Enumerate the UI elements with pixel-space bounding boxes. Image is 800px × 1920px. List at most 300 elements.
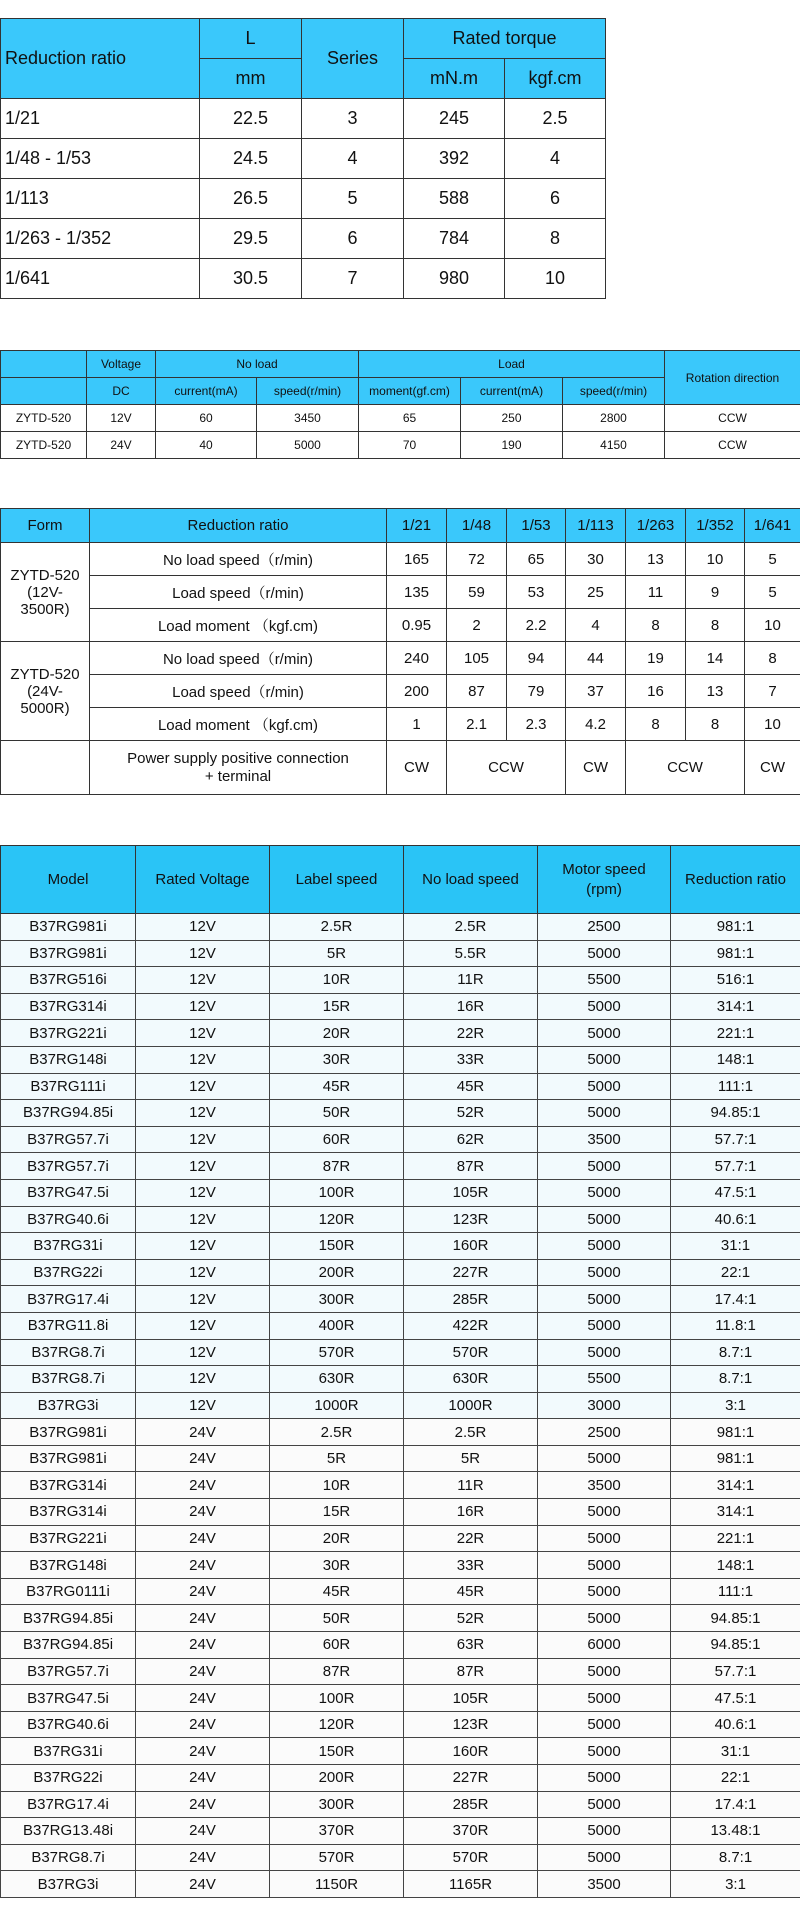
cell-label-speed: 200R: [270, 1259, 404, 1286]
cell-value: 2.3: [507, 708, 566, 741]
table-row: [1, 139, 606, 179]
header-reduction-ratio: Reduction ratio: [1, 19, 200, 99]
cell-label-speed: 150R: [270, 1738, 404, 1765]
cell-rated-voltage: 12V: [136, 967, 270, 994]
cell-direction-label: Power supply positive connection + terminal: [90, 741, 387, 795]
cell-label-speed: 45R: [270, 1578, 404, 1605]
cell-label-speed: 570R: [270, 1844, 404, 1871]
cell-length: 26.5: [200, 179, 302, 219]
cell-model: B37RG3i: [1, 1871, 136, 1898]
cell-reduction-ratio: 981:1: [671, 1445, 800, 1472]
cell-motor-speed: 5000: [538, 1100, 671, 1127]
cell-value: 2: [447, 609, 507, 642]
cell-ratio: 1/263 - 1/352: [1, 219, 200, 259]
cell-motor-speed: 5000: [538, 1658, 671, 1685]
cell-no-load-speed: 227R: [404, 1259, 538, 1286]
header-L: L: [200, 19, 302, 59]
cell-blank: [1, 741, 90, 795]
cell-reduction-ratio: 40.6:1: [671, 1206, 800, 1233]
cell-reduction-ratio: 31:1: [671, 1738, 800, 1765]
cell-value: 13: [686, 675, 745, 708]
reduction-ratio-torque-table: [0, 18, 606, 299]
table-row: [1, 219, 606, 259]
cell-motor-speed: 5000: [538, 1312, 671, 1339]
cell-model: B37RG516i: [1, 967, 136, 994]
header-ratio: 1/21: [387, 509, 447, 543]
cell-torque-mnm: 980: [404, 259, 505, 299]
cell-parameter: Load moment （kgf.cm): [90, 708, 387, 741]
header-ratio: 1/263: [626, 509, 686, 543]
cell-series: 3: [302, 99, 404, 139]
cell-torque-kgfcm: 2.5: [505, 99, 606, 139]
cell-value: 44: [566, 642, 626, 675]
cell-no-load-speed: 16R: [404, 1499, 538, 1526]
cell-no-load-speed: 5000: [257, 432, 359, 459]
header-mNm: mN.m: [404, 59, 505, 99]
table-row: [1, 1738, 800, 1765]
cell-reduction-ratio: 22:1: [671, 1259, 800, 1286]
cell-value: 8: [686, 708, 745, 741]
cell-reduction-ratio: 981:1: [671, 940, 800, 967]
header-no-load: No load: [156, 351, 359, 378]
cell-torque-mnm: 245: [404, 99, 505, 139]
table-row: [1, 642, 800, 675]
cell-rotation-direction: CCW: [665, 432, 800, 459]
cell-no-load-speed: 370R: [404, 1818, 538, 1845]
header-load: Load: [359, 351, 665, 378]
cell-no-load-speed: 285R: [404, 1791, 538, 1818]
cell-motor-speed: 5000: [538, 1206, 671, 1233]
cell-length: 30.5: [200, 259, 302, 299]
table-row: [1, 1791, 800, 1818]
cell-motor-speed: 2500: [538, 914, 671, 941]
cell-no-load-speed: 1165R: [404, 1871, 538, 1898]
table-row: [1, 1658, 800, 1685]
cell-rated-voltage: 12V: [136, 1073, 270, 1100]
cell-value: 135: [387, 576, 447, 609]
cell-value: 72: [447, 543, 507, 576]
cell-no-load-speed: 5.5R: [404, 940, 538, 967]
cell-label-speed: 60R: [270, 1126, 404, 1153]
cell-model: B37RG314i: [1, 1499, 136, 1526]
cell-reduction-ratio: 94.85:1: [671, 1100, 800, 1127]
cell-value: 10: [745, 609, 800, 642]
header-reduction-ratio: Reduction ratio: [90, 509, 387, 543]
cell-model: B37RG13.48i: [1, 1818, 136, 1845]
cell-rated-voltage: 12V: [136, 914, 270, 941]
cell-no-load-speed: 1000R: [404, 1392, 538, 1419]
cell-rated-voltage: 12V: [136, 1392, 270, 1419]
cell-rated-voltage: 24V: [136, 1525, 270, 1552]
cell-label-speed: 87R: [270, 1658, 404, 1685]
header-ratio: 1/48: [447, 509, 507, 543]
cell-reduction-ratio: 8.7:1: [671, 1844, 800, 1871]
cell-motor-speed: 5000: [538, 1818, 671, 1845]
cell-model: B37RG22i: [1, 1259, 136, 1286]
cell-motor-speed: 5000: [538, 1179, 671, 1206]
header-rated-torque: Rated torque: [404, 19, 606, 59]
cell-label-speed: 1000R: [270, 1392, 404, 1419]
cell-reduction-ratio: 22:1: [671, 1765, 800, 1792]
cell-direction: CCW: [447, 741, 566, 795]
cell-model: B37RG314i: [1, 1472, 136, 1499]
cell-reduction-ratio: 314:1: [671, 1499, 800, 1526]
cell-rated-voltage: 12V: [136, 1233, 270, 1260]
cell-value: 10: [745, 708, 800, 741]
cell-reduction-ratio: 47.5:1: [671, 1179, 800, 1206]
cell-rated-voltage: 12V: [136, 1312, 270, 1339]
cell-rated-voltage: 24V: [136, 1738, 270, 1765]
cell-torque-kgfcm: 10: [505, 259, 606, 299]
header-load-current: current(mA): [461, 378, 563, 405]
table-row: [1, 1552, 800, 1579]
cell-value: 8: [626, 708, 686, 741]
cell-reduction-ratio: 13.48:1: [671, 1818, 800, 1845]
cell-value: 4: [566, 609, 626, 642]
header-ratio: 1/641: [745, 509, 800, 543]
cell-model: B37RG981i: [1, 1445, 136, 1472]
cell-no-load-speed: 5R: [404, 1445, 538, 1472]
table-row: [1, 1366, 800, 1393]
cell-motor-speed: 6000: [538, 1632, 671, 1659]
header-col: Rated Voltage: [136, 846, 270, 914]
cell-value: 94: [507, 642, 566, 675]
table-row: [1, 1844, 800, 1871]
cell-motor-speed: 5000: [538, 1738, 671, 1765]
cell-model: B37RG8.7i: [1, 1844, 136, 1871]
cell-motor-speed: 3000: [538, 1392, 671, 1419]
cell-model: B37RG314i: [1, 993, 136, 1020]
cell-motor-speed: 5500: [538, 967, 671, 994]
header-blank: [1, 351, 87, 378]
cell-label-speed: 87R: [270, 1153, 404, 1180]
cell-reduction-ratio: 47.5:1: [671, 1685, 800, 1712]
cell-motor-speed: 5000: [538, 1153, 671, 1180]
cell-model: B37RG11.8i: [1, 1312, 136, 1339]
cell-ratio: 1/21: [1, 99, 200, 139]
cell-value: 240: [387, 642, 447, 675]
cell-value: 13: [626, 543, 686, 576]
cell-model: B37RG57.7i: [1, 1126, 136, 1153]
cell-motor-speed: 5000: [538, 1073, 671, 1100]
cell-no-load-speed: 285R: [404, 1286, 538, 1313]
cell-label-speed: 15R: [270, 1499, 404, 1526]
cell-reduction-ratio: 516:1: [671, 967, 800, 994]
cell-label-speed: 60R: [270, 1632, 404, 1659]
cell-torque-mnm: 392: [404, 139, 505, 179]
table-row: [1, 675, 800, 708]
cell-label-speed: 370R: [270, 1818, 404, 1845]
cell-voltage: 12V: [87, 405, 156, 432]
cell-label-speed: 100R: [270, 1685, 404, 1712]
cell-rated-voltage: 24V: [136, 1685, 270, 1712]
cell-model: B37RG31i: [1, 1233, 136, 1260]
cell-rated-voltage: 12V: [136, 1286, 270, 1313]
cell-model: B37RG3i: [1, 1392, 136, 1419]
cell-model: B37RG47.5i: [1, 1685, 136, 1712]
cell-value: 9: [686, 576, 745, 609]
cell-model: B37RG17.4i: [1, 1286, 136, 1313]
cell-rated-voltage: 24V: [136, 1419, 270, 1446]
cell-rated-voltage: 24V: [136, 1552, 270, 1579]
cell-label-speed: 30R: [270, 1552, 404, 1579]
cell-model: B37RG94.85i: [1, 1100, 136, 1127]
cell-rated-voltage: 12V: [136, 1020, 270, 1047]
cell-value: 200: [387, 675, 447, 708]
cell-reduction-ratio: 94.85:1: [671, 1632, 800, 1659]
cell-model: ZYTD-520: [1, 432, 87, 459]
table-row: [1, 576, 800, 609]
cell-value: 14: [686, 642, 745, 675]
cell-model: B37RG8.7i: [1, 1339, 136, 1366]
header-col: Model: [1, 846, 136, 914]
cell-no-load-speed: 22R: [404, 1525, 538, 1552]
cell-label-speed: 10R: [270, 967, 404, 994]
cell-reduction-ratio: 17.4:1: [671, 1286, 800, 1313]
cell-reduction-ratio: 981:1: [671, 914, 800, 941]
table-row: [1, 1765, 800, 1792]
cell-model: B37RG111i: [1, 1073, 136, 1100]
table-row: [1, 1605, 800, 1632]
table-row: [1, 1312, 800, 1339]
cell-value: 19: [626, 642, 686, 675]
cell-rated-voltage: 24V: [136, 1711, 270, 1738]
header-form: Form: [1, 509, 90, 543]
cell-direction: CW: [745, 741, 800, 795]
cell-no-load-speed: 105R: [404, 1685, 538, 1712]
cell-value: 79: [507, 675, 566, 708]
cell-form: ZYTD-520 (12V- 3500R): [1, 543, 90, 642]
cell-no-load-speed: 33R: [404, 1046, 538, 1073]
cell-torque-mnm: 588: [404, 179, 505, 219]
cell-value: 30: [566, 543, 626, 576]
cell-model: ZYTD-520: [1, 405, 87, 432]
cell-label-speed: 300R: [270, 1286, 404, 1313]
cell-reduction-ratio: 3:1: [671, 1871, 800, 1898]
cell-length: 24.5: [200, 139, 302, 179]
cell-value: 4.2: [566, 708, 626, 741]
cell-reduction-ratio: 94.85:1: [671, 1605, 800, 1632]
cell-direction: CW: [566, 741, 626, 795]
cell-label-speed: 50R: [270, 1100, 404, 1127]
cell-no-load-speed: 87R: [404, 1153, 538, 1180]
cell-no-load-speed: 570R: [404, 1844, 538, 1871]
cell-rated-voltage: 24V: [136, 1605, 270, 1632]
cell-rated-voltage: 24V: [136, 1844, 270, 1871]
cell-rated-voltage: 12V: [136, 940, 270, 967]
cell-no-load-speed: 63R: [404, 1632, 538, 1659]
header-load-moment: moment(gf.cm): [359, 378, 461, 405]
cell-motor-speed: 5000: [538, 1711, 671, 1738]
table-row: [1, 1233, 800, 1260]
cell-parameter: No load speed（r/min): [90, 543, 387, 576]
cell-no-load-speed: 33R: [404, 1552, 538, 1579]
cell-ratio: 1/641: [1, 259, 200, 299]
cell-motor-speed: 5000: [538, 1046, 671, 1073]
cell-reduction-ratio: 314:1: [671, 1472, 800, 1499]
cell-rated-voltage: 12V: [136, 1366, 270, 1393]
cell-no-load-speed: 87R: [404, 1658, 538, 1685]
cell-model: B37RG981i: [1, 914, 136, 941]
table-row: [1, 1153, 800, 1180]
cell-no-load-speed: 123R: [404, 1711, 538, 1738]
table-row: [1, 1818, 800, 1845]
cell-reduction-ratio: 31:1: [671, 1233, 800, 1260]
cell-motor-speed: 5000: [538, 1525, 671, 1552]
header-voltage: Voltage: [87, 351, 156, 378]
header-col: Motor speed (rpm): [538, 846, 671, 914]
header-dc: DC: [87, 378, 156, 405]
cell-torque-kgfcm: 4: [505, 139, 606, 179]
cell-label-speed: 200R: [270, 1765, 404, 1792]
cell-rated-voltage: 24V: [136, 1472, 270, 1499]
cell-load-current: 190: [461, 432, 563, 459]
cell-no-load-speed: 16R: [404, 993, 538, 1020]
cell-no-load-speed: 45R: [404, 1578, 538, 1605]
cell-model: B37RG57.7i: [1, 1658, 136, 1685]
cell-value: 105: [447, 642, 507, 675]
cell-label-speed: 150R: [270, 1233, 404, 1260]
cell-value: 11: [626, 576, 686, 609]
cell-rated-voltage: 24V: [136, 1658, 270, 1685]
header-ratio: 1/53: [507, 509, 566, 543]
cell-no-load-speed: 22R: [404, 1020, 538, 1047]
cell-rated-voltage: 12V: [136, 1339, 270, 1366]
cell-reduction-ratio: 40.6:1: [671, 1711, 800, 1738]
header-no-load-current: current(mA): [156, 378, 257, 405]
cell-no-load-speed: 52R: [404, 1605, 538, 1632]
cell-torque-kgfcm: 8: [505, 219, 606, 259]
cell-series: 5: [302, 179, 404, 219]
cell-motor-speed: 5000: [538, 993, 671, 1020]
cell-parameter: No load speed（r/min): [90, 642, 387, 675]
cell-motor-speed: 3500: [538, 1126, 671, 1153]
cell-motor-speed: 5000: [538, 1259, 671, 1286]
table-row: [1, 1179, 800, 1206]
cell-motor-speed: 5500: [538, 1366, 671, 1393]
cell-value: 10: [686, 543, 745, 576]
cell-label-speed: 1150R: [270, 1871, 404, 1898]
cell-model: B37RG17.4i: [1, 1791, 136, 1818]
cell-value: 8: [686, 609, 745, 642]
cell-motor-speed: 5000: [538, 1552, 671, 1579]
header-load-speed: speed(r/min): [563, 378, 665, 405]
cell-length: 29.5: [200, 219, 302, 259]
cell-label-speed: 100R: [270, 1179, 404, 1206]
cell-no-load-speed: 630R: [404, 1366, 538, 1393]
cell-reduction-ratio: 111:1: [671, 1578, 800, 1605]
cell-rated-voltage: 24V: [136, 1499, 270, 1526]
table-row: [1, 914, 800, 941]
cell-motor-speed: 2500: [538, 1419, 671, 1446]
cell-model: B37RG57.7i: [1, 1153, 136, 1180]
table-row: [1, 940, 800, 967]
cell-rated-voltage: 24V: [136, 1632, 270, 1659]
cell-torque-mnm: 784: [404, 219, 505, 259]
cell-reduction-ratio: 111:1: [671, 1073, 800, 1100]
cell-value: 25: [566, 576, 626, 609]
table-row: [1, 1499, 800, 1526]
cell-torque-kgfcm: 6: [505, 179, 606, 219]
cell-model: B37RG221i: [1, 1525, 136, 1552]
table-row: [1, 609, 800, 642]
cell-reduction-ratio: 221:1: [671, 1525, 800, 1552]
cell-label-speed: 45R: [270, 1073, 404, 1100]
cell-value: 16: [626, 675, 686, 708]
cell-rated-voltage: 12V: [136, 1259, 270, 1286]
cell-label-speed: 120R: [270, 1206, 404, 1233]
cell-rated-voltage: 24V: [136, 1818, 270, 1845]
cell-label-speed: 2.5R: [270, 914, 404, 941]
cell-label-speed: 400R: [270, 1312, 404, 1339]
table-row: [1, 405, 800, 432]
cell-motor-speed: 3500: [538, 1871, 671, 1898]
cell-value: 165: [387, 543, 447, 576]
cell-no-load-speed: 570R: [404, 1339, 538, 1366]
cell-reduction-ratio: 57.7:1: [671, 1153, 800, 1180]
cell-motor-speed: 5000: [538, 1020, 671, 1047]
cell-motor-speed: 5000: [538, 1791, 671, 1818]
table-row: [1, 1020, 800, 1047]
cell-label-speed: 15R: [270, 993, 404, 1020]
table-row: [1, 1632, 800, 1659]
cell-value: 65: [507, 543, 566, 576]
cell-no-load-speed: 11R: [404, 967, 538, 994]
table-row: [1, 1206, 800, 1233]
cell-label-speed: 120R: [270, 1711, 404, 1738]
cell-value: 8: [745, 642, 800, 675]
cell-no-load-speed: 3450: [257, 405, 359, 432]
cell-no-load-speed: 123R: [404, 1206, 538, 1233]
cell-value: 37: [566, 675, 626, 708]
cell-rated-voltage: 12V: [136, 1126, 270, 1153]
table-row: [1, 1871, 800, 1898]
cell-motor-speed: 5000: [538, 1685, 671, 1712]
cell-series: 6: [302, 219, 404, 259]
cell-ratio: 1/48 - 1/53: [1, 139, 200, 179]
table-row: [1, 543, 800, 576]
cell-label-speed: 5R: [270, 940, 404, 967]
cell-voltage: 24V: [87, 432, 156, 459]
cell-motor-speed: 5000: [538, 1339, 671, 1366]
cell-parameter: Load moment （kgf.cm): [90, 609, 387, 642]
cell-rotation-direction: CCW: [665, 405, 800, 432]
cell-motor-speed: 3500: [538, 1472, 671, 1499]
cell-rated-voltage: 12V: [136, 1153, 270, 1180]
motor-spec-table: [0, 350, 800, 459]
cell-no-load-speed: 227R: [404, 1765, 538, 1792]
cell-reduction-ratio: 57.7:1: [671, 1126, 800, 1153]
cell-value: 5: [745, 576, 800, 609]
cell-motor-speed: 5000: [538, 940, 671, 967]
cell-reduction-ratio: 3:1: [671, 1392, 800, 1419]
cell-rated-voltage: 24V: [136, 1445, 270, 1472]
cell-motor-speed: 5000: [538, 1286, 671, 1313]
cell-model: B37RG148i: [1, 1046, 136, 1073]
cell-value: 5: [745, 543, 800, 576]
cell-direction: CCW: [626, 741, 745, 795]
cell-ratio: 1/113: [1, 179, 200, 219]
cell-value: 2.1: [447, 708, 507, 741]
table-row: [1, 967, 800, 994]
table-row: [1, 1525, 800, 1552]
cell-label-speed: 30R: [270, 1046, 404, 1073]
cell-rated-voltage: 12V: [136, 1046, 270, 1073]
cell-reduction-ratio: 17.4:1: [671, 1791, 800, 1818]
table-row: [1, 993, 800, 1020]
direction-row: [1, 741, 800, 795]
table-row: [1, 1445, 800, 1472]
